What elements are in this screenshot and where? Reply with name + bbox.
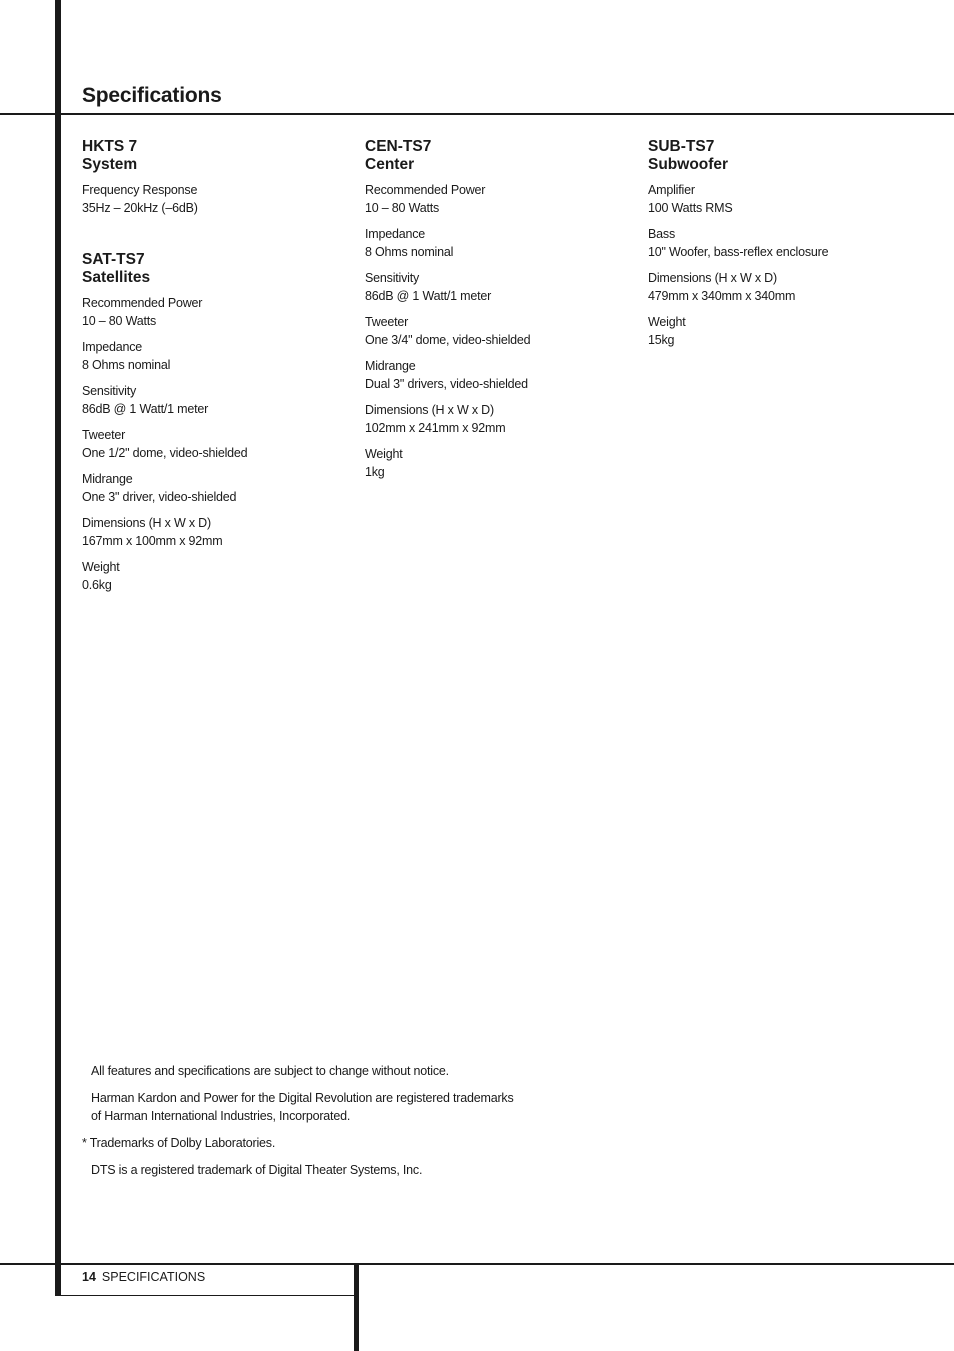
footer-divider-bar [354, 1263, 359, 1351]
spec-item [648, 270, 908, 305]
spec-value: 102mm x 241mm x 92mm [365, 420, 506, 435]
spec-label: Impedance [82, 340, 143, 354]
section-heading-type: Center [365, 155, 415, 173]
section-heading [82, 138, 342, 173]
spec-value: 15kg [648, 332, 675, 347]
spec-section-hkts7 [82, 138, 342, 217]
section-heading [82, 251, 342, 286]
spec-value: 167mm x 100mm x 92mm [82, 533, 223, 548]
spec-item [82, 182, 342, 217]
section-heading-model: SUB-TS7 [648, 138, 715, 155]
spec-item [365, 270, 625, 305]
spec-label: Recommended Power [82, 296, 203, 310]
section-heading-type: System [82, 155, 138, 173]
trademark-notice [82, 1090, 602, 1125]
page-title: Specifications [82, 84, 222, 107]
spec-item [82, 295, 342, 330]
spec-section-cen-ts7 [365, 138, 625, 481]
spec-value: One 3/4" dome, video-shielded [365, 332, 531, 347]
spec-label: Sensitivity [82, 384, 137, 398]
spec-label: Dimensions (H x W x D) [82, 516, 211, 530]
spec-label: Frequency Response [82, 183, 198, 197]
spec-item [82, 427, 342, 462]
spec-label: Sensitivity [365, 271, 420, 285]
section-heading-model: CEN-TS7 [365, 138, 432, 155]
spec-section-sub-ts7 [648, 138, 908, 349]
spec-item [648, 226, 908, 261]
spec-item [82, 471, 342, 506]
spec-item [82, 383, 342, 418]
spec-label: Weight [648, 315, 686, 329]
section-heading-model: HKTS 7 [82, 138, 138, 155]
spec-label: Midrange [365, 359, 416, 373]
section-heading [648, 138, 908, 173]
spec-item [365, 446, 625, 481]
spec-label: Bass [648, 227, 675, 241]
spec-item [82, 559, 342, 594]
section-heading-model: SAT-TS7 [82, 251, 145, 268]
dts-notice: DTS is a registered trademark of Digital Theater Systems, Inc. [91, 1162, 423, 1177]
spec-label: Recommended Power [365, 183, 486, 197]
spec-value: 100 Watts RMS [648, 200, 733, 215]
change-notice: All features and specifications are subject to change without notice. [91, 1064, 449, 1078]
spec-section-sat-ts7 [82, 251, 342, 594]
spec-item [365, 226, 625, 261]
page-footer [82, 1270, 205, 1285]
spec-column-3 [648, 138, 908, 358]
spec-item [82, 515, 342, 550]
footer-rule [0, 1263, 954, 1265]
spec-label: Weight [82, 560, 120, 574]
spec-item [365, 314, 625, 349]
spec-label: Impedance [365, 227, 426, 241]
spec-value: 1kg [365, 464, 385, 479]
spec-label: Amplifier [648, 183, 695, 197]
trademark-line-1: Harman Kardon and Power for the Digital Revolution are registered trademarks [91, 1091, 514, 1105]
dolby-notice: * Trademarks of Dolby Laboratories. [82, 1135, 276, 1150]
spec-value: 8 Ohms nominal [365, 244, 454, 259]
footer-section-name: SPECIFICATIONS [101, 1270, 206, 1284]
footer-box-rule [55, 1295, 355, 1296]
spec-value: One 3" driver, video-shielded [82, 489, 237, 504]
spec-value: 479mm x 340mm x 340mm [648, 288, 796, 303]
spec-value: One 1/2" dome, video-shielded [82, 445, 248, 460]
spec-item [648, 314, 908, 349]
spec-label: Weight [365, 447, 403, 461]
spec-label: Midrange [82, 472, 133, 486]
title-rule [0, 113, 954, 115]
spec-value: 8 Ohms nominal [82, 357, 171, 372]
section-heading-type: Satellites [82, 268, 151, 286]
left-margin-bar [55, 0, 61, 1296]
spec-label: Tweeter [365, 315, 409, 329]
spec-value: 86dB @ 1 Watt/1 meter [365, 288, 492, 303]
spec-label: Tweeter [82, 428, 126, 442]
page-number: 14 [82, 1270, 96, 1284]
spec-value: Dual 3" drivers, video-shielded [365, 376, 528, 391]
spec-value: 10 – 80 Watts [82, 313, 157, 328]
trademark-line-2: of Harman International Industries, Incorporated. [91, 1108, 351, 1123]
footnotes [82, 1063, 602, 1189]
spec-value: 86dB @ 1 Watt/1 meter [82, 401, 209, 416]
spec-item [365, 402, 625, 437]
spec-value: 10" Woofer, bass-reflex enclosure [648, 244, 829, 259]
spec-label: Dimensions (H x W x D) [365, 403, 494, 417]
spec-column-1 [82, 138, 342, 603]
spec-item [365, 358, 625, 393]
spec-column-2 [365, 138, 625, 490]
spec-item [82, 339, 342, 374]
spec-value: 35Hz – 20kHz (–6dB) [82, 200, 198, 215]
spec-value: 0.6kg [82, 577, 112, 592]
spec-item [648, 182, 908, 217]
spec-item [365, 182, 625, 217]
spec-label: Dimensions (H x W x D) [648, 271, 777, 285]
section-heading-type: Subwoofer [648, 155, 729, 173]
spec-value: 10 – 80 Watts [365, 200, 440, 215]
section-heading [365, 138, 625, 173]
